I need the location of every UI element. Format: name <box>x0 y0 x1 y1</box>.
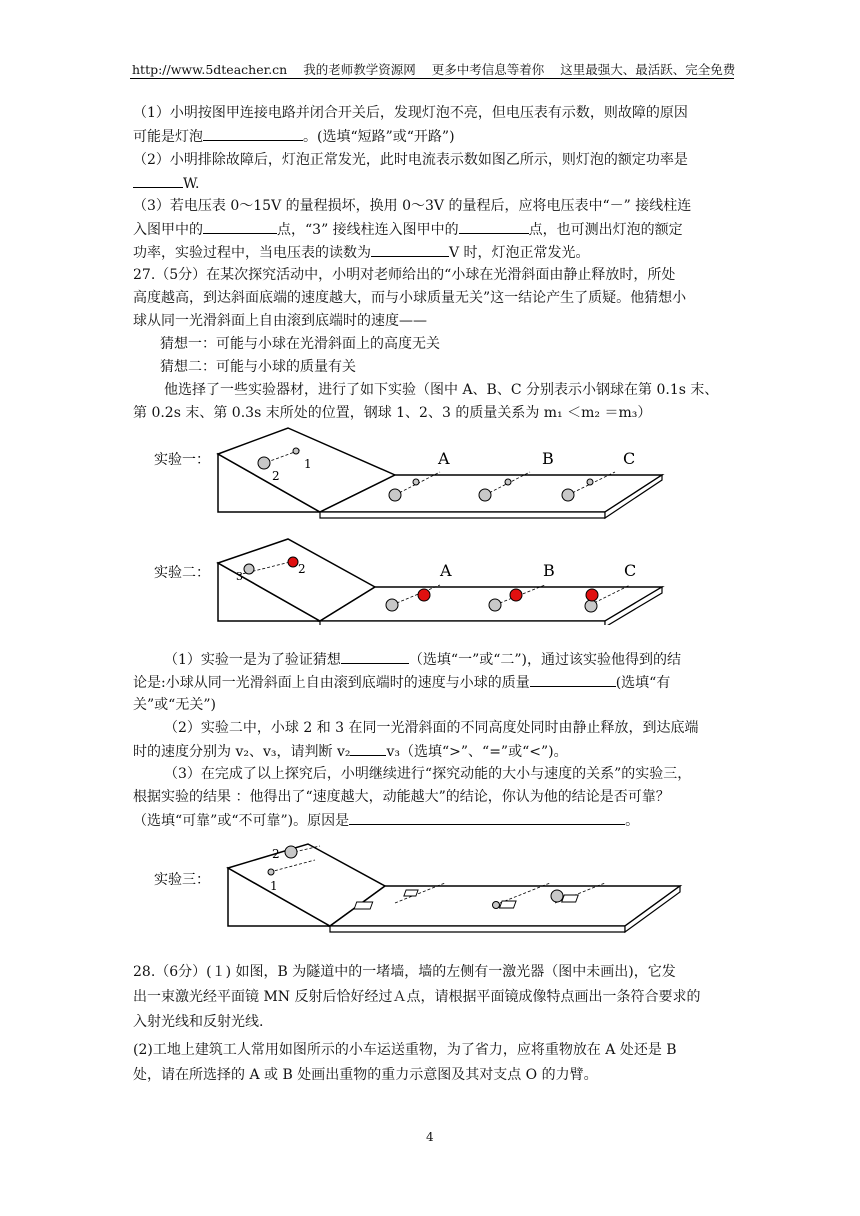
block-3 <box>500 901 517 908</box>
ball-2-at-C <box>562 489 574 501</box>
q27-sub1-line3: 关”或“无关”) <box>133 697 216 713</box>
q28-line3: 入射光线和反射光线. <box>133 1014 264 1030</box>
answer-blank[interactable] <box>350 741 386 756</box>
ball-3-at-B <box>489 599 501 611</box>
ball-2-label: 2 <box>272 847 280 861</box>
q28-line1: 28.（6分）(１) 如图，B 为隧道中的一堵墙，墙的左侧有一激光器（图中未画出)，它发 <box>133 964 676 980</box>
q27-sub3-line2: 根据实验的结果 ：他得出了“速度越大，动能越大”的结论，你认为他的结论是否可靠？ <box>133 789 670 805</box>
track-front <box>320 621 605 625</box>
position-A-label: A <box>440 561 452 580</box>
position-C-label: C <box>624 561 637 580</box>
q27-line5: 第 0.2s 末、第 0.3s 末所处的位置，钢球 1、2、3 的质量关系为 m₁ ＜m₂ ＝m₃） <box>133 405 652 421</box>
q28-line2: 出一束激光经平面镜 MN 反射后恰好经过Ａ点，请根据平面镜成像特点画出一条符合要求的 <box>133 989 701 1005</box>
q26-part1-line1: （1）小明按图甲连接电路并闭合开关后，发现灯泡不亮，但电压表有示数，则故障的原因 <box>133 105 688 121</box>
ball-1-at-C <box>587 479 593 485</box>
q26-part2-line2: W. <box>133 173 733 194</box>
q27-sub2-line2: 时的速度分别为 v₂、v₃，请判断 v₂ v₃（选填“>”、“=”或“<”)。 <box>133 741 733 762</box>
block-2 <box>404 890 418 896</box>
ball-3-label: 3 <box>236 570 243 583</box>
ball-2-at-A <box>389 489 401 501</box>
ball-1-on-track <box>493 902 500 909</box>
header-more: 更多中考信息等着你 <box>431 62 545 77</box>
ball-2-at-B <box>510 589 522 601</box>
experiment-3-figure <box>150 838 690 938</box>
answer-blank[interactable] <box>341 649 409 664</box>
q27-line4: 他选择了一些实验器材，进行了如下实验（图中 A、B、C 分别表示小钢球在第 0.1s 末、 <box>164 382 719 398</box>
q26-part1-line2: 可能是灯泡 。(选填“短路”或“开路”) <box>133 126 733 147</box>
ball-2-at-B <box>479 489 491 501</box>
q27-sub3-line3: （选填“可靠”或“不可靠”)。原因是 。 <box>133 810 733 831</box>
position-B-label: B <box>543 561 555 580</box>
ball-1-at-A <box>413 479 419 485</box>
track-front <box>330 926 625 932</box>
q26-part3-line2: 入图甲中的 点，“3” 接线柱连入图甲中的 点，也可测出灯泡的额定 <box>133 219 733 240</box>
ball-3-at-C <box>585 600 597 612</box>
page-number: 4 <box>426 1130 434 1144</box>
block-4 <box>562 895 579 902</box>
header-rule <box>130 78 734 79</box>
q27-guess1: 猜想一：可能与小球在光滑斜面上的高度无关 <box>160 336 440 352</box>
position-C-label: C <box>623 449 636 468</box>
answer-blank[interactable] <box>203 219 277 234</box>
ball-2-label: 2 <box>298 562 306 576</box>
ball-2 <box>285 846 297 858</box>
q26-part3-line1: （3）若电压表 0～15V 的量程损坏，换用 0～3V 的量程后，应将电压表中“－” 接线柱连 <box>133 198 692 214</box>
position-A-label: A <box>438 449 450 468</box>
experiment-1-figure <box>150 422 670 522</box>
answer-blank[interactable] <box>371 242 449 257</box>
page-header <box>132 60 736 78</box>
answer-blank[interactable] <box>530 672 616 687</box>
position-B-label: B <box>542 449 554 468</box>
q27-sub2-line1: （2）实验二中，小球 2 和 3 在同一光滑斜面的不同高度处同时由静止释放，到达底端 <box>164 720 699 736</box>
experiment-2-label: 实验二： <box>154 565 210 581</box>
experiment-3-label: 实验三： <box>154 872 210 888</box>
ball-2-at-A <box>418 589 430 601</box>
experiment-2-figure <box>150 535 670 625</box>
ball-1-label: 1 <box>270 879 278 893</box>
ball-2 <box>258 457 270 469</box>
q28-line4: (2)工地上建筑工人常用如图所示的小车运送重物，为了省力，应将重物放在 A 处还是 B <box>133 1042 677 1058</box>
ball-1-at-B <box>505 479 511 485</box>
ball-1-label: 1 <box>304 457 312 471</box>
q27-line1: 27.（5分）在某次探究活动中，小明对老师给出的“小球在光滑斜面由静止释放时，所处 <box>133 267 676 283</box>
ball-1 <box>268 869 274 875</box>
track-front <box>320 512 605 518</box>
header-slogan: 这里最强大、最活跃、完全免费 <box>560 62 736 77</box>
ball-2 <box>288 557 298 567</box>
q27-sub1-line1: （1）实验一是为了验证猜想 （选填“一”或“二”)，通过该实验他得到的结 <box>164 649 764 670</box>
header-url: http://www.5dteacher.cn <box>132 62 288 77</box>
ball-3-at-A <box>386 599 398 611</box>
q27-guess2: 猜想二：可能与小球的质量有关 <box>160 359 356 375</box>
answer-blank[interactable] <box>349 810 625 825</box>
q27-sub3-line1: （3）在完成了以上探究后，小明继续进行“探究动能的大小与速度的关系”的实验三， <box>164 766 692 782</box>
ball-3 <box>244 564 254 574</box>
ball-2-on-track <box>551 890 563 902</box>
block-1 <box>354 902 373 909</box>
ball-2-at-C <box>586 589 598 601</box>
header-site: 我的老师教学资源网 <box>303 62 416 77</box>
q27-line3: 球从同一光滑斜面上自由滚到底端时的速度—— <box>133 313 427 329</box>
answer-blank[interactable] <box>203 126 303 141</box>
q26-part2-line1: （2）小明排除故障后，灯泡正常发光，此时电流表示数如图乙所示，则灯泡的额定功率是 <box>133 152 688 168</box>
ball-1 <box>293 448 299 454</box>
q26-part3-line3: 功率，实验过程中，当电压表的读数为 V 时，灯泡正常发光。 <box>133 242 733 263</box>
q27-sub1-line2: 论是:小球从同一光滑斜面上自由滚到底端时的速度与小球的质量 (选填“有 <box>133 672 733 693</box>
q28-line5: 处，请在所选择的 A 或 B 处画出重物的重力示意图及其对支点 O 的力臂。 <box>133 1067 598 1083</box>
answer-blank[interactable] <box>459 219 529 234</box>
experiment-1-label: 实验一： <box>154 452 210 468</box>
answer-blank[interactable] <box>133 173 183 188</box>
q27-line2: 高度越高，到达斜面底端的速度越大，而与小球质量无关”这一结论产生了质疑。他猜想小 <box>133 290 687 306</box>
ball-2-label: 2 <box>272 469 280 483</box>
